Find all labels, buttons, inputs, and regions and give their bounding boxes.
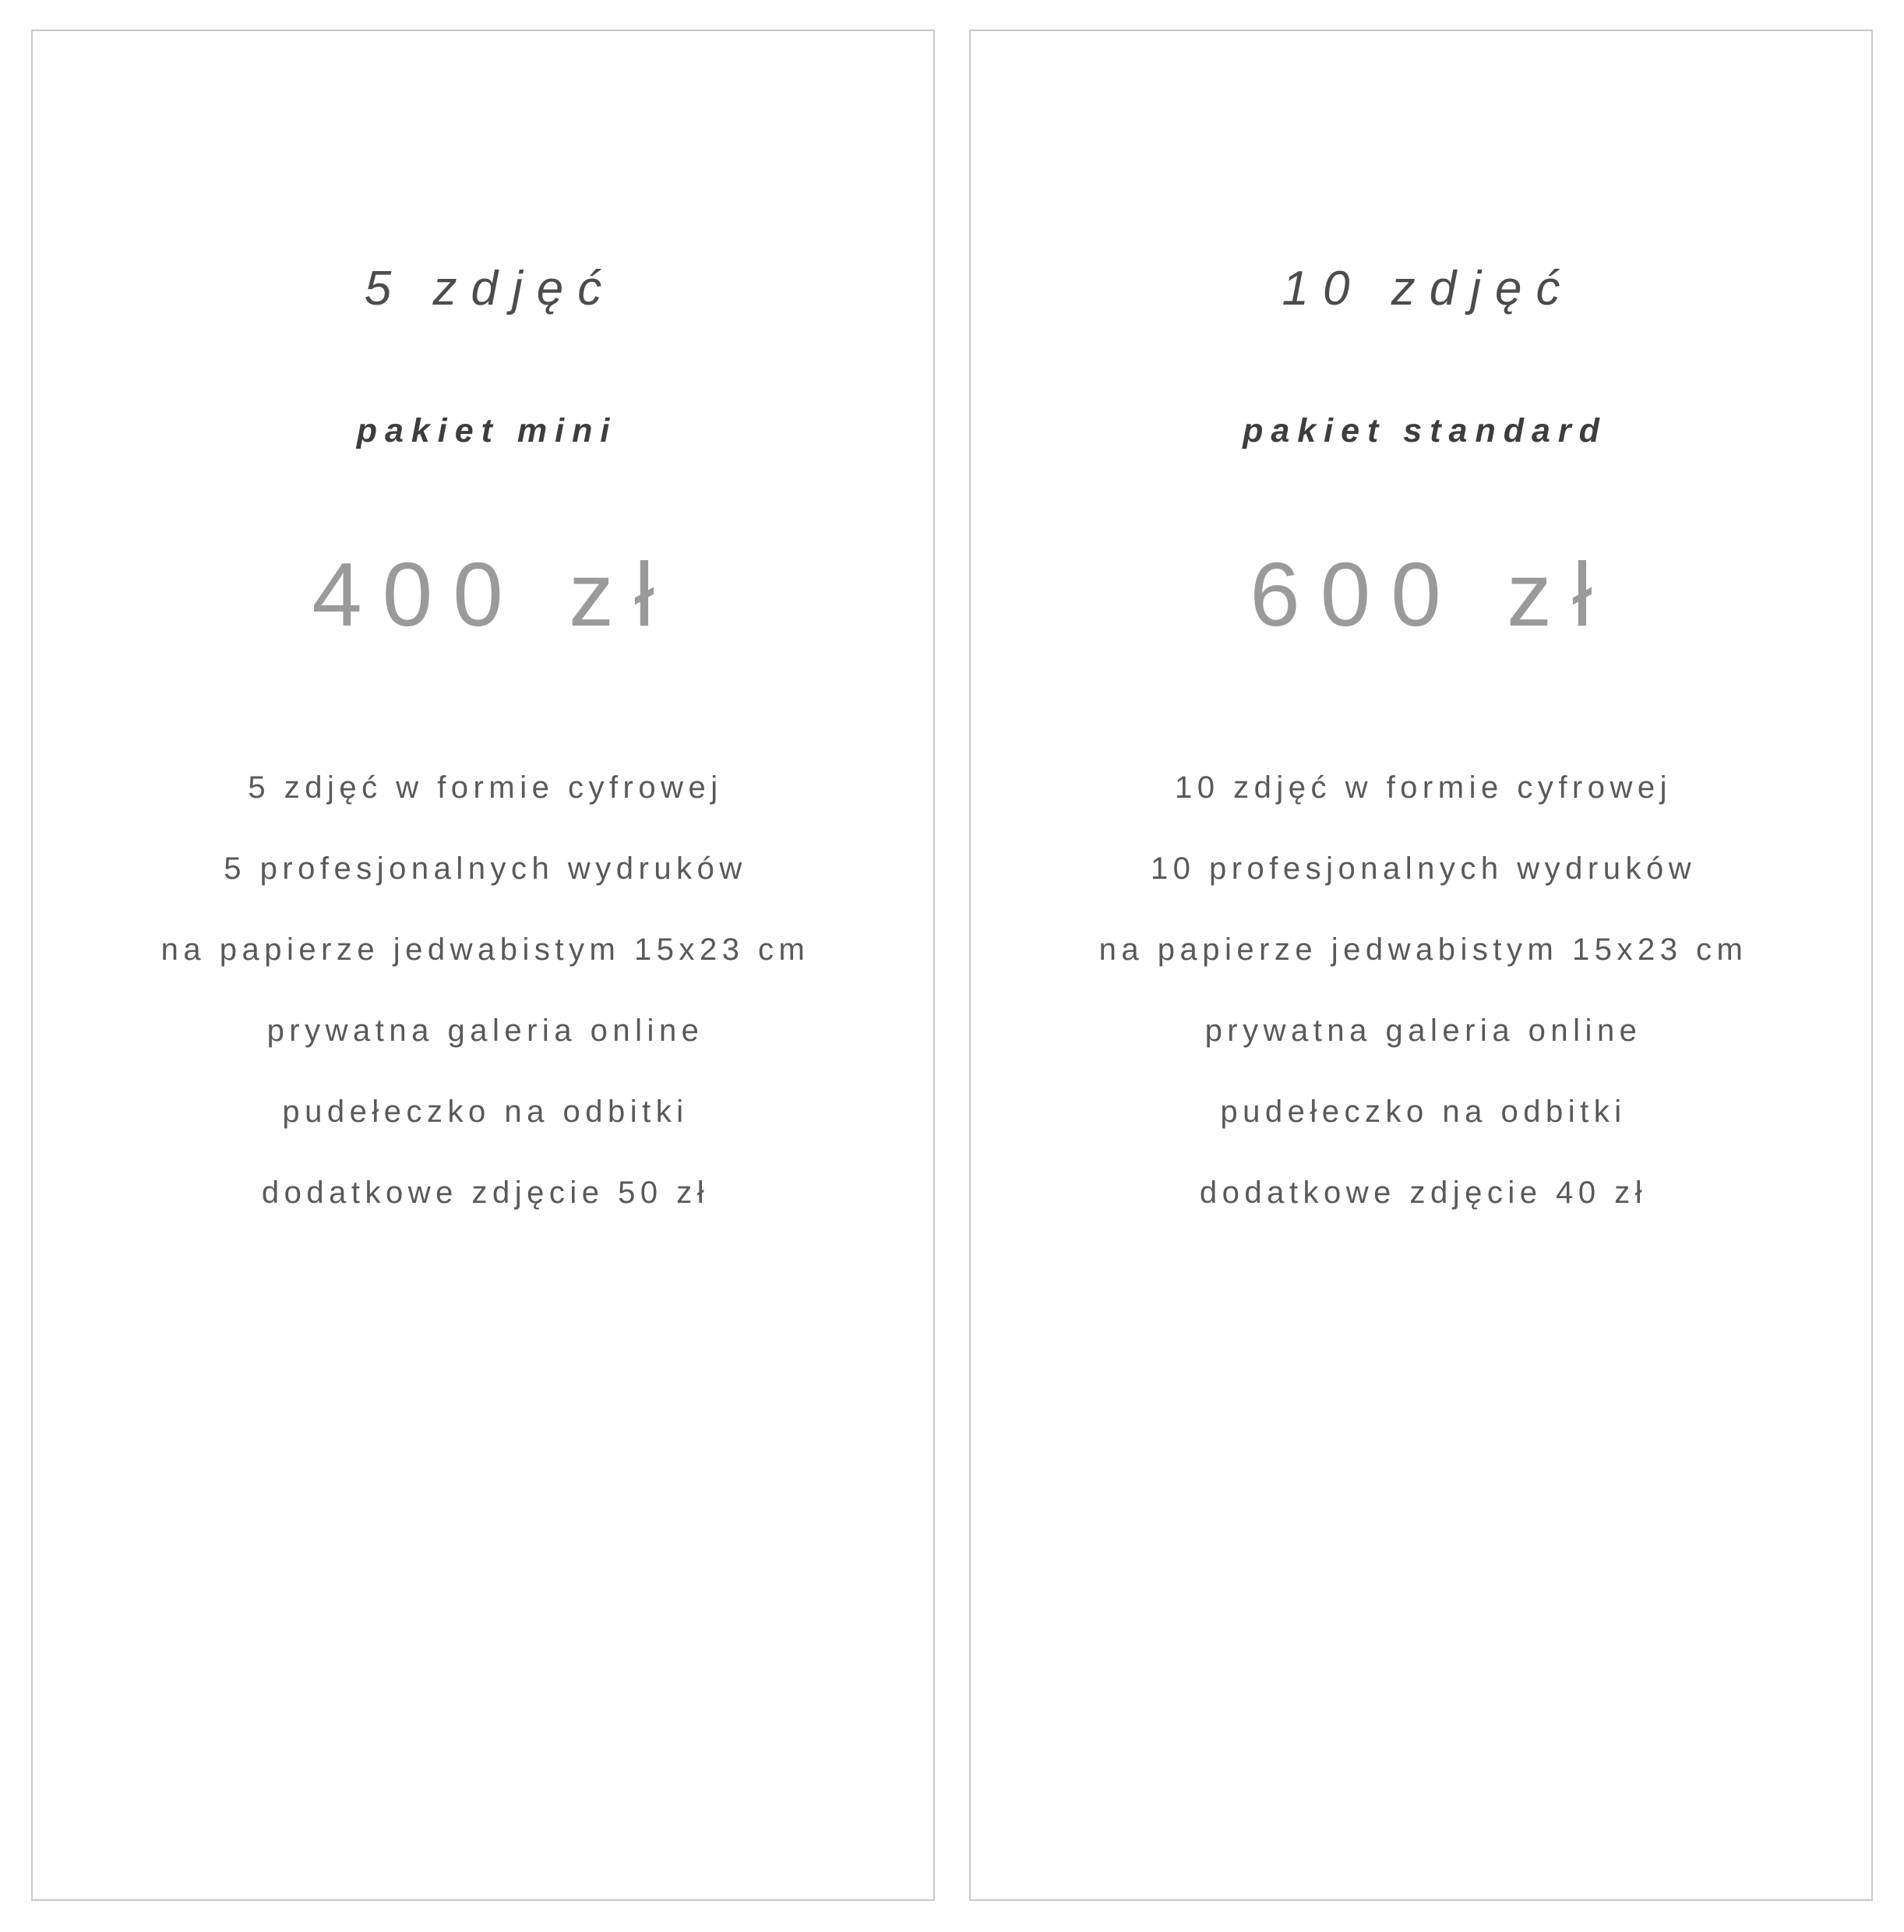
package-feature-item: pudełeczko na odbitki — [1220, 1095, 1627, 1129]
package-price: 400 zł — [312, 544, 675, 645]
package-feature-item: na papierze jedwabistym 15x23 cm — [160, 933, 810, 967]
package-feature-list — [33, 772, 933, 1208]
package-feature-list — [971, 772, 1871, 1208]
package-feature-item: 10 zdjęć w formie cyfrowej — [1174, 770, 1673, 805]
package-feature-item: 10 profesjonalnych wydruków — [1150, 851, 1697, 886]
package-feature-item: 5 zdjęć w formie cyfrowej — [248, 770, 723, 805]
package-feature-item: dodatkowe zdjęcie 50 zł — [261, 1176, 710, 1210]
package-feature-item: 5 profesjonalnych wydruków — [224, 851, 747, 886]
package-price: 600 zł — [1250, 544, 1613, 645]
package-card-mini — [31, 30, 935, 1901]
package-feature-item: pudełeczko na odbitki — [282, 1095, 689, 1129]
package-title: 10 zdjęć — [1282, 262, 1574, 316]
package-subtitle: pakiet mini — [356, 412, 618, 450]
package-feature-item: na papierze jedwabistym 15x23 cm — [1098, 933, 1748, 967]
package-feature-item: dodatkowe zdjęcie 40 zł — [1199, 1176, 1648, 1210]
package-card-standard — [969, 30, 1873, 1901]
package-feature-item: prywatna galeria online — [266, 1014, 704, 1048]
package-title: 5 zdjęć — [364, 262, 616, 316]
package-feature-item: prywatna galeria online — [1204, 1014, 1642, 1048]
package-subtitle: pakiet standard — [1243, 412, 1607, 450]
